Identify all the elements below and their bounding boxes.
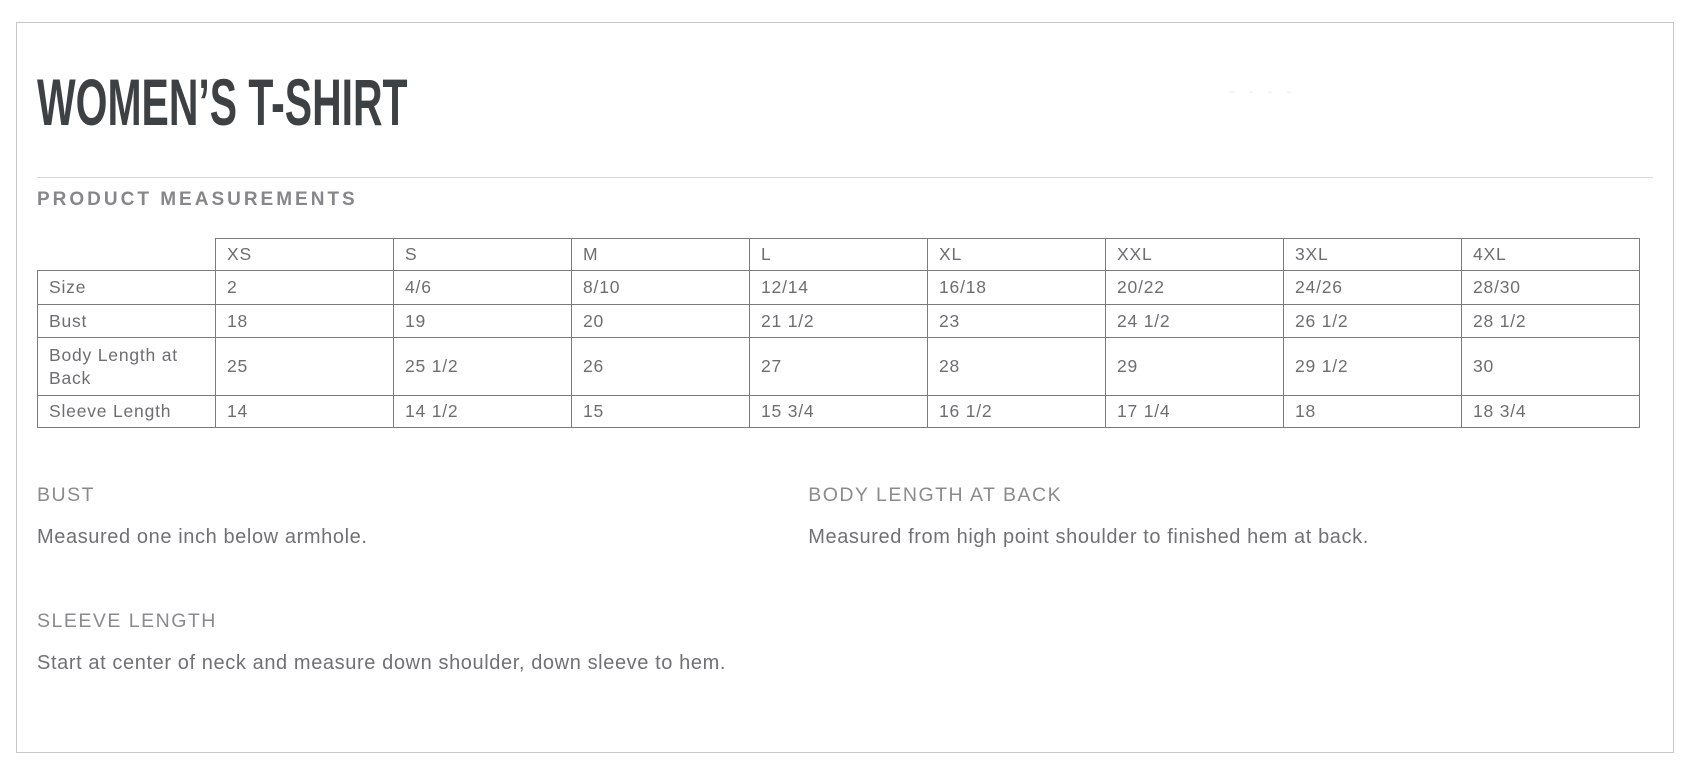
- table-cell: 15: [572, 396, 750, 428]
- page-title: WOMEN’S T-SHIRT: [37, 65, 408, 139]
- table-header-row: [38, 239, 1640, 271]
- definition-heading: BODY LENGTH AT BACK: [808, 484, 1063, 506]
- row-label: Sleeve Length: [38, 396, 216, 428]
- table-cell: 16 1/2: [928, 396, 1106, 428]
- definition-text: Measured one inch below armhole.: [37, 526, 368, 548]
- table-cell: 23: [928, 305, 1106, 338]
- measurements-table: [37, 238, 1640, 428]
- table-cell: 26: [572, 338, 750, 396]
- table-cell: 2: [216, 271, 394, 305]
- table-cell: 18: [216, 305, 394, 338]
- table-cell: 20/22: [1106, 271, 1284, 305]
- column-header: S: [394, 239, 572, 271]
- row-label: Size: [38, 271, 216, 305]
- table-row: [38, 271, 1640, 305]
- table-row: [38, 305, 1640, 338]
- table-cell: 8/10: [572, 271, 750, 305]
- table-cell: 27: [750, 338, 928, 396]
- table-cell: 14: [216, 396, 394, 428]
- column-header: M: [572, 239, 750, 271]
- table-cell: 24 1/2: [1106, 305, 1284, 338]
- row-label: Body Length at Back: [38, 338, 216, 396]
- table-cell: 25: [216, 338, 394, 396]
- table-cell: 19: [394, 305, 572, 338]
- table-row: [38, 396, 1640, 428]
- divider-line: [37, 177, 1653, 178]
- column-header: 4XL: [1462, 239, 1640, 271]
- definition-body-length: [808, 484, 1653, 556]
- table-cell: 17 1/4: [1106, 396, 1284, 428]
- table-cell: 16/18: [928, 271, 1106, 305]
- table-cell: 26 1/2: [1284, 305, 1462, 338]
- definitions-left-column: [37, 484, 746, 682]
- table-cell: 29 1/2: [1284, 338, 1462, 396]
- definition-bust: [37, 484, 746, 556]
- column-header: L: [750, 239, 928, 271]
- card-content: [17, 23, 1673, 752]
- definition-sleeve-length: [37, 610, 746, 682]
- table-cell: 18: [1284, 396, 1462, 428]
- table-cell: 25 1/2: [394, 338, 572, 396]
- definition-text: Start at center of neck and measure down shoulder, down sleeve to hem.: [37, 652, 727, 674]
- row-label: Bust: [38, 305, 216, 338]
- table-cell: 28/30: [1462, 271, 1640, 305]
- column-header: 3XL: [1284, 239, 1462, 271]
- column-header: XL: [928, 239, 1106, 271]
- table-cell: 21 1/2: [750, 305, 928, 338]
- table-cell: 15 3/4: [750, 396, 928, 428]
- table-cell: 4/6: [394, 271, 572, 305]
- table-cell: 12/14: [750, 271, 928, 305]
- table-row: [38, 338, 1640, 396]
- faint-watermark: - - - -: [1229, 81, 1296, 101]
- table-cell: 29: [1106, 338, 1284, 396]
- measurement-definitions: [37, 484, 1653, 682]
- table-cell: 30: [1462, 338, 1640, 396]
- definition-heading: BUST: [37, 484, 96, 506]
- column-header: XS: [216, 239, 394, 271]
- table-cell: 18 3/4: [1462, 396, 1640, 428]
- table-cell: 28 1/2: [1462, 305, 1640, 338]
- table-cell: 20: [572, 305, 750, 338]
- table-cell: 14 1/2: [394, 396, 572, 428]
- definitions-right-column: [808, 484, 1653, 682]
- section-title: PRODUCT MEASUREMENTS: [37, 189, 358, 210]
- table-corner-cell: [38, 239, 216, 271]
- definition-heading: SLEEVE LENGTH: [37, 610, 217, 632]
- definition-text: Measured from high point shoulder to finished hem at back.: [808, 526, 1369, 548]
- table-cell: 24/26: [1284, 271, 1462, 305]
- table-cell: 28: [928, 338, 1106, 396]
- column-header: XXL: [1106, 239, 1284, 271]
- size-chart-card: [16, 22, 1674, 753]
